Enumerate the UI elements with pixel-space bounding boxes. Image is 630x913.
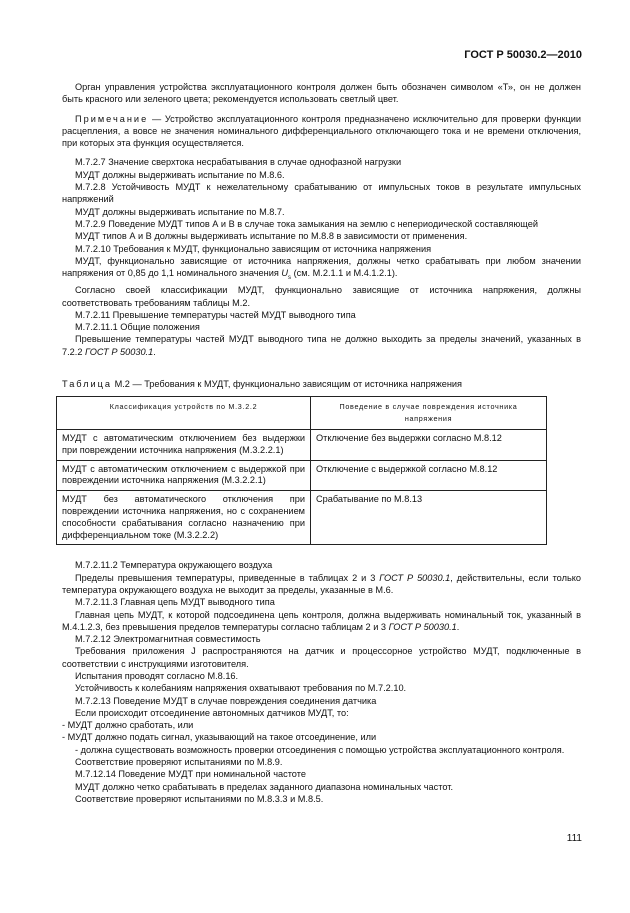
standard-ref: ГОСТ Р 50030.1: [379, 572, 451, 583]
section-heading: М.7.2.10 Требования к МУДТ, функционально зависящим от источника напряжения: [75, 243, 432, 254]
section-heading: М.7.2.11.3 Главная цепь МУДТ выводного типа: [75, 597, 275, 608]
text-run: Главная цепь МУДТ, к которой подсоединена цепь контроля, должна выдерживать номинальный ток, указанный в М.4.1.2.3, без превышения пределов температуры согласно таблицам 2 и 3: [62, 609, 581, 632]
section-heading: М.7.2.11.1 Общие положения: [75, 322, 200, 333]
paragraph: Соответствие проверяют испытаниями по М.8.3.3 и М.8.5.: [75, 793, 324, 804]
note: [62, 113, 581, 150]
var-u: U: [281, 268, 289, 279]
list-item: - должна существовать возможность проверки отсоединения с помощью устройства эксплуатационного контроля.: [75, 744, 565, 755]
subscript: s: [288, 274, 292, 281]
paragraph: Устойчивость к колебаниям напряжения охватывают требования по М.7.2.10.: [75, 683, 407, 694]
table-header-cell: Классификация устройств по М.3.2.2: [57, 397, 311, 430]
body-text: [62, 81, 581, 805]
section-heading: М.7.2.9 Поведение МУДТ типов А и В в случае тока замыкания на землю с непериодической составляющей: [75, 218, 538, 229]
paragraph: Требования приложения J распространяются на датчик и процессорное устройство МУДТ, подключенные в соответствии с инструкциями изготовителя.: [62, 646, 581, 669]
table-cell: МУДТ с автоматическим отключением без выдержки при повреждении источника напряжения (М.3.2.2.1): [57, 429, 311, 460]
paragraph: [62, 609, 581, 634]
table-cell: Срабатывание по М.8.13: [311, 491, 547, 545]
table-cell: МУДТ с автоматическим отключением с выдержкой при повреждении источника напряжения (М.3.2.2.1): [57, 460, 311, 491]
section-heading: М.7.12.14 Поведение МУДТ при номинальной частоте: [75, 769, 306, 780]
standard-ref: ГОСТ Р 50030.1: [85, 346, 154, 357]
text-run: (см. М.2.1.1 и М.4.1.2.1).: [291, 268, 398, 279]
standard-ref: ГОСТ Р 50030.1: [388, 621, 457, 632]
table-caption: [62, 378, 581, 390]
page-number: 111: [566, 833, 582, 844]
paragraph: МУДТ должно четко срабатывать в пределах заданного диапазона номинальных частот.: [75, 781, 454, 792]
paragraph: [62, 255, 581, 284]
paragraph: Соответствие проверяют испытаниями по М.8.9.: [75, 757, 283, 768]
note-label: Примечание: [75, 113, 149, 124]
table-row: [57, 460, 547, 491]
section-heading: М.7.2.12 Электромагнитная совместимость: [75, 634, 261, 645]
text-run: .: [456, 621, 460, 632]
table-cell: Отключение с выдержкой согласно М.8.12: [311, 460, 547, 491]
requirements-table: [56, 396, 547, 545]
table-header-cell: Поведение в случае повреждения источника напряжения: [311, 397, 547, 430]
paragraph: [62, 572, 581, 597]
table-cell: Отключение без выдержки согласно М.8.12: [311, 429, 547, 460]
table-title: М.2 — Требования к МУДТ, функционально зависящим от источника напряжения: [112, 379, 463, 390]
text-run: МУДТ, функционально зависящие от источника напряжения, должны четко срабатывать при любом значении напряжения от 0,85 до 1,1 номинального значения: [62, 255, 581, 279]
text-run: .: [153, 346, 156, 357]
text-run: Пределы превышения температуры, приведенные в таблицах 2 и 3: [75, 572, 380, 583]
paragraph: Испытания проводят согласно М.8.16.: [75, 671, 239, 681]
text-run: Превышение температуры частей МУДТ выводного типа не должно выходить за пределы значений, указанных в 7.2.2: [62, 334, 581, 357]
document-header: ГОСТ Р 50030.2—2010: [464, 49, 582, 61]
section-heading: М.7.2.8 Устойчивость МУДТ к нежелательному срабатыванию от импульсных токов в результате импульсных напряжений: [62, 182, 581, 205]
text-run: , действительны, если только температура окружающего воздуха не выходит за пределы, указанные в М.6.: [62, 572, 581, 595]
paragraph: Если происходит отсоединение автономных датчиков МУДТ, то:: [75, 707, 349, 718]
table-header-row: [57, 397, 547, 430]
list-item: - МУДТ должно сработать, или: [62, 720, 194, 731]
table-cell: МУДТ без автоматического отключения при повреждении источника напряжения, но с сохранением способности срабатывания согласно назначению при дифференциальном токе (М.3.2.2.2): [57, 491, 311, 545]
table-label: Таблица: [62, 379, 113, 390]
list-item: - МУДТ должно подать сигнал, указывающий на такое отсоединение, или: [62, 732, 377, 743]
paragraph: Орган управления устройства эксплуатационного контроля должен быть обозначен символом «Т», он не должен быть красного или зеленого цвета; рекомендуется использовать светлый цвет.: [62, 82, 581, 105]
note-text: — Устройство эксплуатационного контроля предназначено исключительно для проверки функции расцепления, а вовсе не значения номинального дифференциального отключающего тока и не времени отключения, при которых эта функция осуществляется.: [62, 113, 581, 149]
paragraph: МУДТ типов А и В должны выдерживать испытание по М.8.8 в зависимости от применения.: [75, 231, 468, 242]
section-heading: М.7.2.11 Превышение температуры частей МУДТ выводного типа: [75, 309, 356, 320]
paragraph: Согласно своей классификации МУДТ, функционально зависящие от источника напряжения, должны соответствовать требованиям таблицы М.2.: [62, 285, 581, 308]
section-heading: М.7.2.13 Поведение МУДТ в случае повреждения соединения датчика: [75, 695, 377, 706]
paragraph: [62, 333, 581, 358]
paragraph: МУДТ должны выдерживать испытание по М.8.7.: [75, 206, 285, 217]
section-heading: М.7.2.7 Значение сверхтока несрабатывания в случае однофазной нагрузки: [75, 157, 402, 168]
table-row: [57, 491, 547, 545]
paragraph: МУДТ должны выдерживать испытание по М.8.6.: [75, 169, 285, 180]
table-row: [57, 429, 547, 460]
section-heading: М.7.2.11.2 Температура окружающего воздуха: [75, 560, 273, 571]
